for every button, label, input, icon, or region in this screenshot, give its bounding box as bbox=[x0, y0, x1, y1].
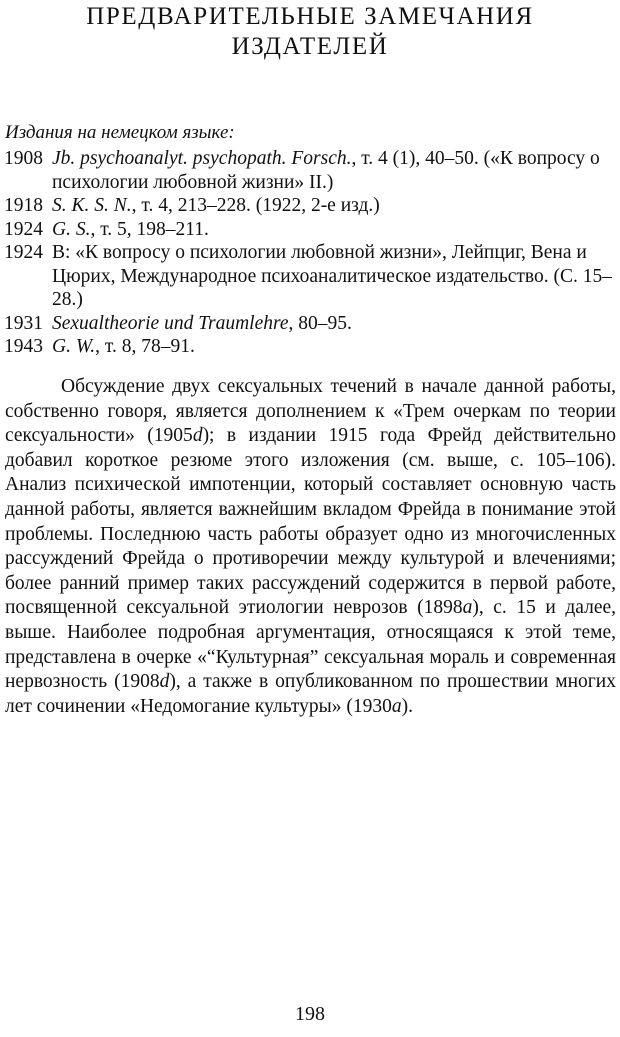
edition-year: 1918 bbox=[4, 195, 43, 216]
edition-details: , т. 8, 78–91. bbox=[95, 336, 195, 357]
edition-entry bbox=[4, 335, 618, 359]
edition-details: В: «К вопросу о психологии любовной жизни», Лейпциг, Вена и Цюрих, Международное психоаналитическое издательство. (С. 15–28.) bbox=[52, 242, 612, 310]
body-text-segment: ), а также в опубликованном по прошествии многих лет сочинении «Недомогание культуры» (1930 bbox=[5, 671, 616, 717]
title-line-2: ИЗДАТЕЛЕЙ bbox=[231, 33, 389, 60]
body-italic-letter: a bbox=[391, 695, 402, 717]
edition-text bbox=[52, 147, 618, 194]
edition-entry bbox=[4, 241, 618, 312]
edition-year: 1908 bbox=[4, 148, 43, 169]
edition-text bbox=[52, 312, 618, 336]
body-italic-letter: d bbox=[159, 671, 170, 693]
page-number: 198 bbox=[295, 1003, 325, 1025]
edition-text bbox=[52, 218, 618, 242]
edition-entry bbox=[4, 194, 618, 218]
edition-year: 1924 bbox=[4, 218, 43, 240]
edition-source: Jb. psychoanalyt. psychopath. Forsch. bbox=[52, 148, 352, 169]
edition-entry bbox=[4, 218, 618, 242]
body-text-segment: ), с. 15 и далее, выше. Наиболее подробная аргументация, относящаяся к этой теме, представлена в очерке «“Культурная” сексуальная мораль и современная нервозность (1908 bbox=[5, 597, 617, 693]
edition-text bbox=[52, 335, 618, 359]
editions-list bbox=[4, 147, 618, 359]
edition-entry bbox=[4, 312, 618, 336]
edition-year: 1924 bbox=[4, 242, 43, 263]
edition-details: , т. 5, 198–211. bbox=[90, 218, 209, 240]
edition-details: , т. 4 (1), 40–50. («К вопросу о психологии любовной жизни» II.) bbox=[52, 148, 600, 193]
page-title bbox=[0, 2, 620, 62]
title-line-1: ПРЕДВАРИТЕЛЬНЫЕ ЗАМЕЧАНИЯ bbox=[86, 3, 534, 30]
edition-source: G. S. bbox=[52, 218, 91, 240]
edition-entry bbox=[4, 147, 618, 194]
body-text-segment: ); в издании 1915 года Фрейд действительно добавил короткое резюме этого изложения (см. выше, с. 105–106). Анализ психической импотенции, который составляет основную часть данной работы, является важнейшим вкладом Фрейда в понимание этой проблемы. Последнюю часть работы образует одно из многочисленных рассуждений Фрейда о противоречии между культурой и влечениями; более ранний пример таких рассуждений содержится в первой работе, посвященной сексуальной этиологии неврозов (1898 bbox=[5, 425, 616, 619]
edition-text bbox=[52, 194, 618, 218]
body-italic-letter: d bbox=[192, 425, 203, 447]
edition-details: , 80–95. bbox=[288, 312, 352, 334]
edition-source: G. W. bbox=[52, 336, 96, 357]
edition-year: 1931 bbox=[4, 312, 43, 334]
body-text-segment: ). bbox=[401, 695, 413, 717]
body-text-segment: Обсуждение двух сексуальных течений в начале данной работы, собственно говоря, является дополнением к «Трем очеркам по теории сексуальности» (1905 bbox=[5, 376, 616, 447]
edition-source: Sexualtheorie und Traumlehre bbox=[52, 312, 289, 334]
edition-text bbox=[52, 241, 618, 312]
edition-source: S. K. S. N. bbox=[52, 195, 132, 216]
body-italic-letter: a bbox=[462, 597, 473, 619]
edition-year: 1943 bbox=[4, 336, 43, 357]
edition-details: , т. 4, 213–228. (1922, 2-е изд.) bbox=[131, 195, 380, 216]
body-paragraph bbox=[5, 375, 616, 719]
editions-heading: Издания на немецком языке: bbox=[5, 122, 235, 143]
